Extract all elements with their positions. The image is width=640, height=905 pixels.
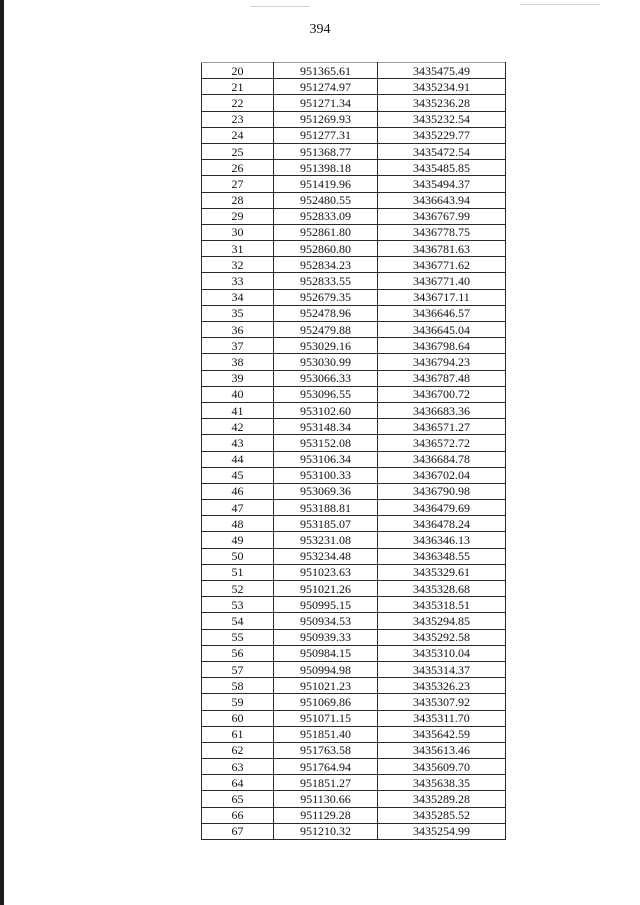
table-row: [202, 548, 506, 564]
y-coordinate-cell: 3436346.13: [378, 532, 506, 548]
table-row: [202, 111, 506, 127]
point-number-cell: 58: [202, 678, 274, 694]
point-number-cell: 35: [202, 305, 274, 321]
y-coordinate-cell: 3436645.04: [378, 322, 506, 338]
point-number-cell: 38: [202, 354, 274, 370]
scan-noise: [520, 4, 600, 5]
point-number-cell: 27: [202, 176, 274, 192]
table-row: [202, 192, 506, 208]
x-coordinate-cell: 952478.96: [274, 305, 378, 321]
x-coordinate-cell: 953102.60: [274, 402, 378, 418]
y-coordinate-cell: 3435229.77: [378, 127, 506, 143]
x-coordinate-cell: 951277.31: [274, 127, 378, 143]
x-coordinate-cell: 951021.23: [274, 678, 378, 694]
y-coordinate-cell: 3436646.57: [378, 305, 506, 321]
point-number-cell: 46: [202, 483, 274, 499]
y-coordinate-cell: 3436798.64: [378, 338, 506, 354]
x-coordinate-cell: 953152.08: [274, 435, 378, 451]
y-coordinate-cell: 3436479.69: [378, 500, 506, 516]
x-coordinate-cell: 951021.26: [274, 581, 378, 597]
x-coordinate-cell: 950934.53: [274, 613, 378, 629]
y-coordinate-cell: 3436767.99: [378, 208, 506, 224]
x-coordinate-cell: 953100.33: [274, 467, 378, 483]
point-number-cell: 23: [202, 111, 274, 127]
point-number-cell: 65: [202, 791, 274, 807]
table-row: [202, 305, 506, 321]
x-coordinate-cell: 953234.48: [274, 548, 378, 564]
y-coordinate-cell: 3436700.72: [378, 386, 506, 402]
table-row: [202, 500, 506, 516]
table-row: [202, 742, 506, 758]
y-coordinate-cell: 3435234.91: [378, 79, 506, 95]
y-coordinate-cell: 3436771.40: [378, 273, 506, 289]
y-coordinate-cell: 3435285.52: [378, 807, 506, 823]
point-number-cell: 24: [202, 127, 274, 143]
y-coordinate-cell: 3435292.58: [378, 629, 506, 645]
table-row: [202, 823, 506, 839]
point-number-cell: 42: [202, 419, 274, 435]
table-row: [202, 726, 506, 742]
table-row: [202, 176, 506, 192]
point-number-cell: 28: [202, 192, 274, 208]
table-row: [202, 775, 506, 791]
point-number-cell: 33: [202, 273, 274, 289]
y-coordinate-cell: 3436781.63: [378, 241, 506, 257]
table-row: [202, 354, 506, 370]
y-coordinate-cell: 3436348.55: [378, 548, 506, 564]
x-coordinate-cell: 952480.55: [274, 192, 378, 208]
point-number-cell: 43: [202, 435, 274, 451]
x-coordinate-cell: 953185.07: [274, 516, 378, 532]
point-number-cell: 31: [202, 241, 274, 257]
table-row: [202, 386, 506, 402]
y-coordinate-cell: 3435328.68: [378, 581, 506, 597]
table-row: [202, 629, 506, 645]
y-coordinate-cell: 3435311.70: [378, 710, 506, 726]
point-number-cell: 40: [202, 386, 274, 402]
y-coordinate-cell: 3436787.48: [378, 370, 506, 386]
table-row: [202, 143, 506, 159]
y-coordinate-cell: 3435254.99: [378, 823, 506, 839]
table-row: [202, 581, 506, 597]
point-number-cell: 62: [202, 742, 274, 758]
y-coordinate-cell: 3436572.72: [378, 435, 506, 451]
table-row: [202, 467, 506, 483]
y-coordinate-cell: 3435310.04: [378, 645, 506, 661]
y-coordinate-cell: 3436794.23: [378, 354, 506, 370]
table-row: [202, 597, 506, 613]
y-coordinate-cell: 3436702.04: [378, 467, 506, 483]
y-coordinate-cell: 3435289.28: [378, 791, 506, 807]
coordinates-table-body: [202, 63, 506, 840]
point-number-cell: 39: [202, 370, 274, 386]
x-coordinate-cell: 951071.15: [274, 710, 378, 726]
y-coordinate-cell: 3435494.37: [378, 176, 506, 192]
point-number-cell: 61: [202, 726, 274, 742]
table-row: [202, 160, 506, 176]
table-row: [202, 694, 506, 710]
point-number-cell: 25: [202, 143, 274, 159]
x-coordinate-cell: 951851.40: [274, 726, 378, 742]
x-coordinate-cell: 953029.16: [274, 338, 378, 354]
y-coordinate-cell: 3435485.85: [378, 160, 506, 176]
table-row: [202, 322, 506, 338]
point-number-cell: 56: [202, 645, 274, 661]
table-row: [202, 273, 506, 289]
y-coordinate-cell: 3435314.37: [378, 661, 506, 677]
x-coordinate-cell: 951130.66: [274, 791, 378, 807]
point-number-cell: 57: [202, 661, 274, 677]
x-coordinate-cell: 951398.18: [274, 160, 378, 176]
x-coordinate-cell: 952833.55: [274, 273, 378, 289]
point-number-cell: 63: [202, 759, 274, 775]
point-number-cell: 37: [202, 338, 274, 354]
y-coordinate-cell: 3435294.85: [378, 613, 506, 629]
point-number-cell: 47: [202, 500, 274, 516]
x-coordinate-cell: 953096.55: [274, 386, 378, 402]
x-coordinate-cell: 951365.61: [274, 63, 378, 79]
y-coordinate-cell: 3435642.59: [378, 726, 506, 742]
point-number-cell: 20: [202, 63, 274, 79]
x-coordinate-cell: 953106.34: [274, 451, 378, 467]
x-coordinate-cell: 951129.28: [274, 807, 378, 823]
table-row: [202, 127, 506, 143]
point-number-cell: 29: [202, 208, 274, 224]
point-number-cell: 54: [202, 613, 274, 629]
page-number: 394: [309, 22, 331, 37]
x-coordinate-cell: 951763.58: [274, 742, 378, 758]
x-coordinate-cell: 951269.93: [274, 111, 378, 127]
point-number-cell: 50: [202, 548, 274, 564]
x-coordinate-cell: 950984.15: [274, 645, 378, 661]
y-coordinate-cell: 3435307.92: [378, 694, 506, 710]
x-coordinate-cell: 952833.09: [274, 208, 378, 224]
y-coordinate-cell: 3436683.36: [378, 402, 506, 418]
table-row: [202, 63, 506, 79]
x-coordinate-cell: 951764.94: [274, 759, 378, 775]
coordinates-table: [201, 62, 506, 840]
point-number-cell: 60: [202, 710, 274, 726]
y-coordinate-cell: 3436790.98: [378, 483, 506, 499]
x-coordinate-cell: 950939.33: [274, 629, 378, 645]
point-number-cell: 59: [202, 694, 274, 710]
point-number-cell: 21: [202, 79, 274, 95]
table-row: [202, 661, 506, 677]
x-coordinate-cell: 951023.63: [274, 564, 378, 580]
point-number-cell: 45: [202, 467, 274, 483]
point-number-cell: 41: [202, 402, 274, 418]
point-number-cell: 52: [202, 581, 274, 597]
table-row: [202, 532, 506, 548]
point-number-cell: 36: [202, 322, 274, 338]
table-row: [202, 678, 506, 694]
x-coordinate-cell: 953069.36: [274, 483, 378, 499]
y-coordinate-cell: 3435326.23: [378, 678, 506, 694]
x-coordinate-cell: 951368.77: [274, 143, 378, 159]
y-coordinate-cell: 3435318.51: [378, 597, 506, 613]
table-row: [202, 419, 506, 435]
table-row: [202, 564, 506, 580]
x-coordinate-cell: 950994.98: [274, 661, 378, 677]
y-coordinate-cell: 3435475.49: [378, 63, 506, 79]
point-number-cell: 51: [202, 564, 274, 580]
y-coordinate-cell: 3436478.24: [378, 516, 506, 532]
y-coordinate-cell: 3436778.75: [378, 224, 506, 240]
point-number-cell: 48: [202, 516, 274, 532]
x-coordinate-cell: 951419.96: [274, 176, 378, 192]
point-number-cell: 55: [202, 629, 274, 645]
table-row: [202, 208, 506, 224]
point-number-cell: 44: [202, 451, 274, 467]
point-number-cell: 26: [202, 160, 274, 176]
x-coordinate-cell: 951271.34: [274, 95, 378, 111]
y-coordinate-cell: 3435613.46: [378, 742, 506, 758]
x-coordinate-cell: 953188.81: [274, 500, 378, 516]
point-number-cell: 22: [202, 95, 274, 111]
y-coordinate-cell: 3435609.70: [378, 759, 506, 775]
x-coordinate-cell: 951274.97: [274, 79, 378, 95]
point-number-cell: 64: [202, 775, 274, 791]
table-row: [202, 613, 506, 629]
table-row: [202, 645, 506, 661]
point-number-cell: 34: [202, 289, 274, 305]
x-coordinate-cell: 952860.80: [274, 241, 378, 257]
point-number-cell: 53: [202, 597, 274, 613]
x-coordinate-cell: 953148.34: [274, 419, 378, 435]
table-row: [202, 710, 506, 726]
y-coordinate-cell: 3435472.54: [378, 143, 506, 159]
point-number-cell: 67: [202, 823, 274, 839]
table-row: [202, 451, 506, 467]
table-row: [202, 241, 506, 257]
y-coordinate-cell: 3436571.27: [378, 419, 506, 435]
y-coordinate-cell: 3436643.94: [378, 192, 506, 208]
table-row: [202, 257, 506, 273]
point-number-cell: 32: [202, 257, 274, 273]
table-row: [202, 516, 506, 532]
x-coordinate-cell: 951851.27: [274, 775, 378, 791]
x-coordinate-cell: 952861.80: [274, 224, 378, 240]
scan-left-edge: [0, 0, 4, 905]
table-row: [202, 791, 506, 807]
x-coordinate-cell: 952479.88: [274, 322, 378, 338]
table-row: [202, 435, 506, 451]
table-row: [202, 483, 506, 499]
x-coordinate-cell: 953030.99: [274, 354, 378, 370]
table-row: [202, 95, 506, 111]
table-row: [202, 224, 506, 240]
point-number-cell: 66: [202, 807, 274, 823]
y-coordinate-cell: 3435236.28: [378, 95, 506, 111]
x-coordinate-cell: 953066.33: [274, 370, 378, 386]
x-coordinate-cell: 953231.08: [274, 532, 378, 548]
table-row: [202, 79, 506, 95]
x-coordinate-cell: 952834.23: [274, 257, 378, 273]
table-row: [202, 338, 506, 354]
table-row: [202, 807, 506, 823]
point-number-cell: 30: [202, 224, 274, 240]
x-coordinate-cell: 951069.86: [274, 694, 378, 710]
x-coordinate-cell: 951210.32: [274, 823, 378, 839]
point-number-cell: 49: [202, 532, 274, 548]
x-coordinate-cell: 952679.35: [274, 289, 378, 305]
y-coordinate-cell: 3436684.78: [378, 451, 506, 467]
y-coordinate-cell: 3435232.54: [378, 111, 506, 127]
table-row: [202, 370, 506, 386]
table-row: [202, 402, 506, 418]
scan-noise: [250, 6, 310, 7]
y-coordinate-cell: 3435329.61: [378, 564, 506, 580]
y-coordinate-cell: 3435638.35: [378, 775, 506, 791]
table-row: [202, 289, 506, 305]
x-coordinate-cell: 950995.15: [274, 597, 378, 613]
y-coordinate-cell: 3436771.62: [378, 257, 506, 273]
table-row: [202, 759, 506, 775]
y-coordinate-cell: 3436717.11: [378, 289, 506, 305]
